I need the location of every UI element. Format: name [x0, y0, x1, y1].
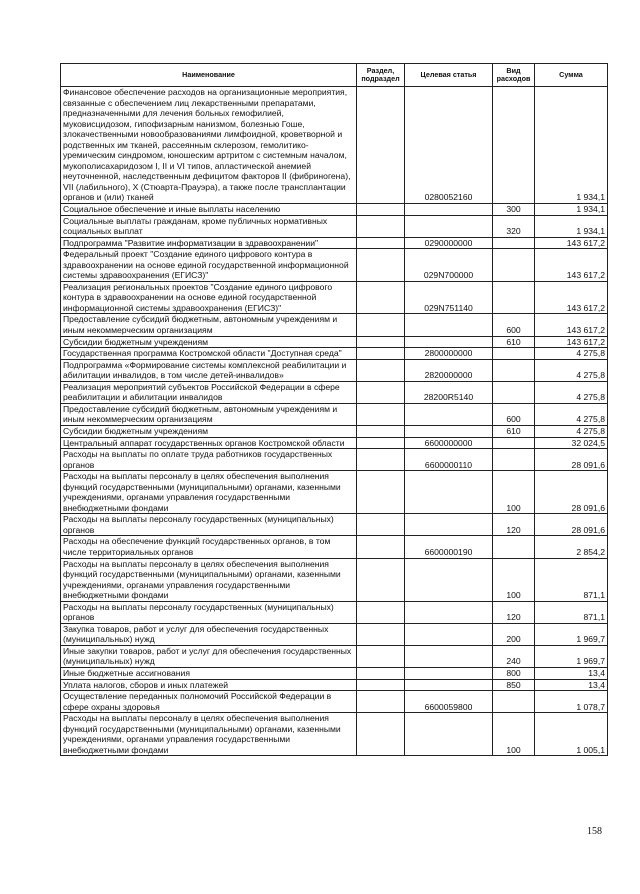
- cell-sum: 28 091,6: [535, 471, 608, 514]
- cell-target: [405, 713, 493, 756]
- cell-kind: 100: [493, 713, 535, 756]
- table-row: [61, 713, 608, 756]
- cell-sum: 28 091,6: [535, 449, 608, 471]
- cell-name: Подпрограмма «Формирование системы комплексной реабилитации и абилитации инвалидов, в том числе детей-инвалидов»: [61, 359, 357, 381]
- header-kind: Вид расходов: [493, 64, 535, 87]
- cell-kind: [493, 691, 535, 713]
- cell-section: [357, 381, 405, 403]
- cell-section: [357, 679, 405, 691]
- table-body: [61, 87, 608, 756]
- cell-kind: [493, 281, 535, 314]
- table-row: [61, 314, 608, 336]
- cell-sum: 13,4: [535, 667, 608, 679]
- page-number: 158: [587, 826, 602, 837]
- table-row: [61, 471, 608, 514]
- cell-name: Субсидии бюджетным учреждениям: [61, 336, 357, 348]
- cell-name: Предоставление субсидий бюджетным, автономным учреждениям и иным некоммерческим организациям: [61, 403, 357, 425]
- cell-section: [357, 449, 405, 471]
- cell-target: 6600059800: [405, 691, 493, 713]
- cell-section: [357, 87, 405, 204]
- cell-target: 0290000000: [405, 237, 493, 249]
- cell-sum: 28 091,6: [535, 514, 608, 536]
- cell-kind: 300: [493, 204, 535, 216]
- cell-sum: 143 617,2: [535, 281, 608, 314]
- cell-sum: 32 024,5: [535, 437, 608, 449]
- cell-sum: 871,1: [535, 558, 608, 601]
- header-section: Раздел, подраздел: [357, 64, 405, 87]
- cell-target: 029N700000: [405, 249, 493, 282]
- table-row: [61, 249, 608, 282]
- cell-sum: 4 275,8: [535, 348, 608, 360]
- cell-target: [405, 215, 493, 237]
- header-target: Целевая статья: [405, 64, 493, 87]
- cell-section: [357, 204, 405, 216]
- table-row: [61, 336, 608, 348]
- cell-name: Расходы на выплаты по оплате труда работников государственных органов: [61, 449, 357, 471]
- table-row: [61, 601, 608, 623]
- cell-sum: 143 617,2: [535, 314, 608, 336]
- cell-sum: 1 934,1: [535, 215, 608, 237]
- cell-kind: [493, 449, 535, 471]
- budget-table-sheet: [60, 63, 607, 756]
- cell-target: [405, 336, 493, 348]
- cell-kind: [493, 348, 535, 360]
- cell-target: [405, 601, 493, 623]
- table-row: [61, 281, 608, 314]
- cell-sum: 4 275,8: [535, 403, 608, 425]
- cell-section: [357, 437, 405, 449]
- cell-sum: 1 005,1: [535, 713, 608, 756]
- cell-target: [405, 314, 493, 336]
- cell-target: 0280052160: [405, 87, 493, 204]
- cell-section: [357, 237, 405, 249]
- cell-name: Иные бюджетные ассигнования: [61, 667, 357, 679]
- cell-sum: 1 934,1: [535, 87, 608, 204]
- cell-sum: 143 617,2: [535, 237, 608, 249]
- cell-target: [405, 425, 493, 437]
- cell-kind: 100: [493, 471, 535, 514]
- cell-target: [405, 514, 493, 536]
- cell-name: Центральный аппарат государственных органов Костромской области: [61, 437, 357, 449]
- header-name: Наименование: [61, 64, 357, 87]
- cell-target: [405, 623, 493, 645]
- cell-section: [357, 536, 405, 558]
- cell-section: [357, 558, 405, 601]
- cell-kind: [493, 237, 535, 249]
- table-row: [61, 514, 608, 536]
- cell-kind: 100: [493, 558, 535, 601]
- cell-sum: 1 969,7: [535, 623, 608, 645]
- cell-name: Уплата налогов, сборов и иных платежей: [61, 679, 357, 691]
- cell-target: [405, 471, 493, 514]
- cell-kind: 200: [493, 623, 535, 645]
- cell-kind: 320: [493, 215, 535, 237]
- cell-kind: 850: [493, 679, 535, 691]
- cell-name: Реализация мероприятий субъектов Российской Федерации в сфере реабилитации и абилитации инвалидов: [61, 381, 357, 403]
- cell-name: Подпрограмма "Развитие информатизации в здравоохранении": [61, 237, 357, 249]
- cell-target: 029N751140: [405, 281, 493, 314]
- cell-section: [357, 514, 405, 536]
- cell-name: Федеральный проект "Создание единого цифрового контура в здравоохранении на основе единой государственной информационной системы здравоохранения (ЕГИСЗ)": [61, 249, 357, 282]
- cell-kind: [493, 437, 535, 449]
- table-row: [61, 623, 608, 645]
- cell-kind: 800: [493, 667, 535, 679]
- cell-sum: 4 275,8: [535, 359, 608, 381]
- cell-section: [357, 249, 405, 282]
- cell-name: Иные закупки товаров, работ и услуг для обеспечения государственных (муниципальных) нужд: [61, 645, 357, 667]
- cell-section: [357, 471, 405, 514]
- cell-sum: 871,1: [535, 601, 608, 623]
- cell-section: [357, 691, 405, 713]
- table-row: [61, 87, 608, 204]
- cell-name: Субсидии бюджетным учреждениям: [61, 425, 357, 437]
- cell-name: Расходы на выплаты персоналу государственных (муниципальных) органов: [61, 514, 357, 536]
- cell-target: 28200R5140: [405, 381, 493, 403]
- cell-kind: [493, 536, 535, 558]
- table-row: [61, 558, 608, 601]
- cell-target: [405, 645, 493, 667]
- cell-target: [405, 558, 493, 601]
- table-row: [61, 237, 608, 249]
- cell-section: [357, 645, 405, 667]
- cell-section: [357, 713, 405, 756]
- cell-target: [405, 204, 493, 216]
- cell-section: [357, 623, 405, 645]
- cell-kind: 600: [493, 403, 535, 425]
- cell-section: [357, 314, 405, 336]
- cell-name: Расходы на обеспечение функций государственных органов, в том числе территориальных органов: [61, 536, 357, 558]
- cell-sum: 1 934,1: [535, 204, 608, 216]
- table-row: [61, 449, 608, 471]
- cell-target: [405, 679, 493, 691]
- cell-name: Социальные выплаты гражданам, кроме публичных нормативных социальных выплат: [61, 215, 357, 237]
- table-row: [61, 425, 608, 437]
- cell-section: [357, 359, 405, 381]
- cell-name: Расходы на выплаты персоналу государственных (муниципальных) органов: [61, 601, 357, 623]
- cell-sum: 143 617,2: [535, 249, 608, 282]
- table-row: [61, 215, 608, 237]
- cell-target: [405, 667, 493, 679]
- cell-name: Государственная программа Костромской области "Доступная среда": [61, 348, 357, 360]
- cell-kind: 610: [493, 425, 535, 437]
- cell-sum: 4 275,8: [535, 425, 608, 437]
- cell-target: 6600000000: [405, 437, 493, 449]
- cell-kind: [493, 359, 535, 381]
- cell-name: Закупка товаров, работ и услуг для обеспечения государственных (муниципальных) нужд: [61, 623, 357, 645]
- table-row: [61, 536, 608, 558]
- cell-kind: 240: [493, 645, 535, 667]
- cell-section: [357, 425, 405, 437]
- cell-target: [405, 403, 493, 425]
- table-row: [61, 359, 608, 381]
- table-row: [61, 645, 608, 667]
- cell-target: 2800000000: [405, 348, 493, 360]
- cell-kind: 610: [493, 336, 535, 348]
- budget-table: [60, 63, 608, 756]
- table-row: [61, 204, 608, 216]
- header-sum: Сумма: [535, 64, 608, 87]
- table-row: [61, 403, 608, 425]
- cell-name: Расходы на выплаты персоналу в целях обеспечения выполнения функций государственными (муниципальными) органами, казенными учреждениями, органами управления государственными внебюджетными фондами: [61, 558, 357, 601]
- cell-kind: [493, 381, 535, 403]
- table-row: [61, 691, 608, 713]
- table-row: [61, 437, 608, 449]
- cell-name: Реализация региональных проектов "Создание единого цифрового контура в здравоохранении на основе единой государственной информационной системы здравоохранения (ЕГИСЗ)": [61, 281, 357, 314]
- cell-section: [357, 403, 405, 425]
- cell-section: [357, 667, 405, 679]
- cell-section: [357, 348, 405, 360]
- cell-name: Социальное обеспечение и иные выплаты населению: [61, 204, 357, 216]
- cell-target: 6600000110: [405, 449, 493, 471]
- cell-kind: [493, 87, 535, 204]
- cell-sum: 1 969,7: [535, 645, 608, 667]
- table-row: [61, 381, 608, 403]
- cell-kind: [493, 249, 535, 282]
- cell-name: Осуществление переданных полномочий Российской Федерации в сфере охраны здоровья: [61, 691, 357, 713]
- cell-sum: 1 078,7: [535, 691, 608, 713]
- cell-target: 6600000190: [405, 536, 493, 558]
- cell-section: [357, 281, 405, 314]
- cell-sum: 13,4: [535, 679, 608, 691]
- cell-kind: 120: [493, 601, 535, 623]
- cell-section: [357, 215, 405, 237]
- cell-section: [357, 601, 405, 623]
- cell-name: Расходы на выплаты персоналу в целях обеспечения выполнения функций государственными (муниципальными) органами, казенными учреждениями, органами управления государственными внебюджетными фондами: [61, 471, 357, 514]
- cell-sum: 143 617,2: [535, 336, 608, 348]
- cell-name: Финансовое обеспечение расходов на организационные мероприятия, связанные с обеспечением лиц лекарственными препаратами, предназначенными для лечения больных гемофилией, муковисцидозом, гипофизарным нанизмом, болезнью Гоше, злокачественными новообразованиями лимфоидной, кроветворной и родственных им тканей, рассеянным склерозом, гемолитико-уремическим синдромом, юношеским артритом с системным началом, мукополисахаридозом I, II и VI типов, апластической анемией неуточненной, наследственным дефицитом факторов II (фибриногена), VII (лабильного), X (Стюарта-Прауэра), а также после трансплантации органов и (или) тканей: [61, 87, 357, 204]
- cell-kind: 600: [493, 314, 535, 336]
- cell-kind: 120: [493, 514, 535, 536]
- table-header-row: [61, 64, 608, 87]
- cell-name: Предоставление субсидий бюджетным, автономным учреждениям и иным некоммерческим организациям: [61, 314, 357, 336]
- cell-target: 2820000000: [405, 359, 493, 381]
- cell-sum: 4 275,8: [535, 381, 608, 403]
- cell-section: [357, 336, 405, 348]
- table-row: [61, 667, 608, 679]
- cell-sum: 2 854,2: [535, 536, 608, 558]
- cell-name: Расходы на выплаты персоналу в целях обеспечения выполнения функций государственными (муниципальными) органами, казенными учреждениями, органами управления государственными внебюджетными фондами: [61, 713, 357, 756]
- table-row: [61, 348, 608, 360]
- table-row: [61, 679, 608, 691]
